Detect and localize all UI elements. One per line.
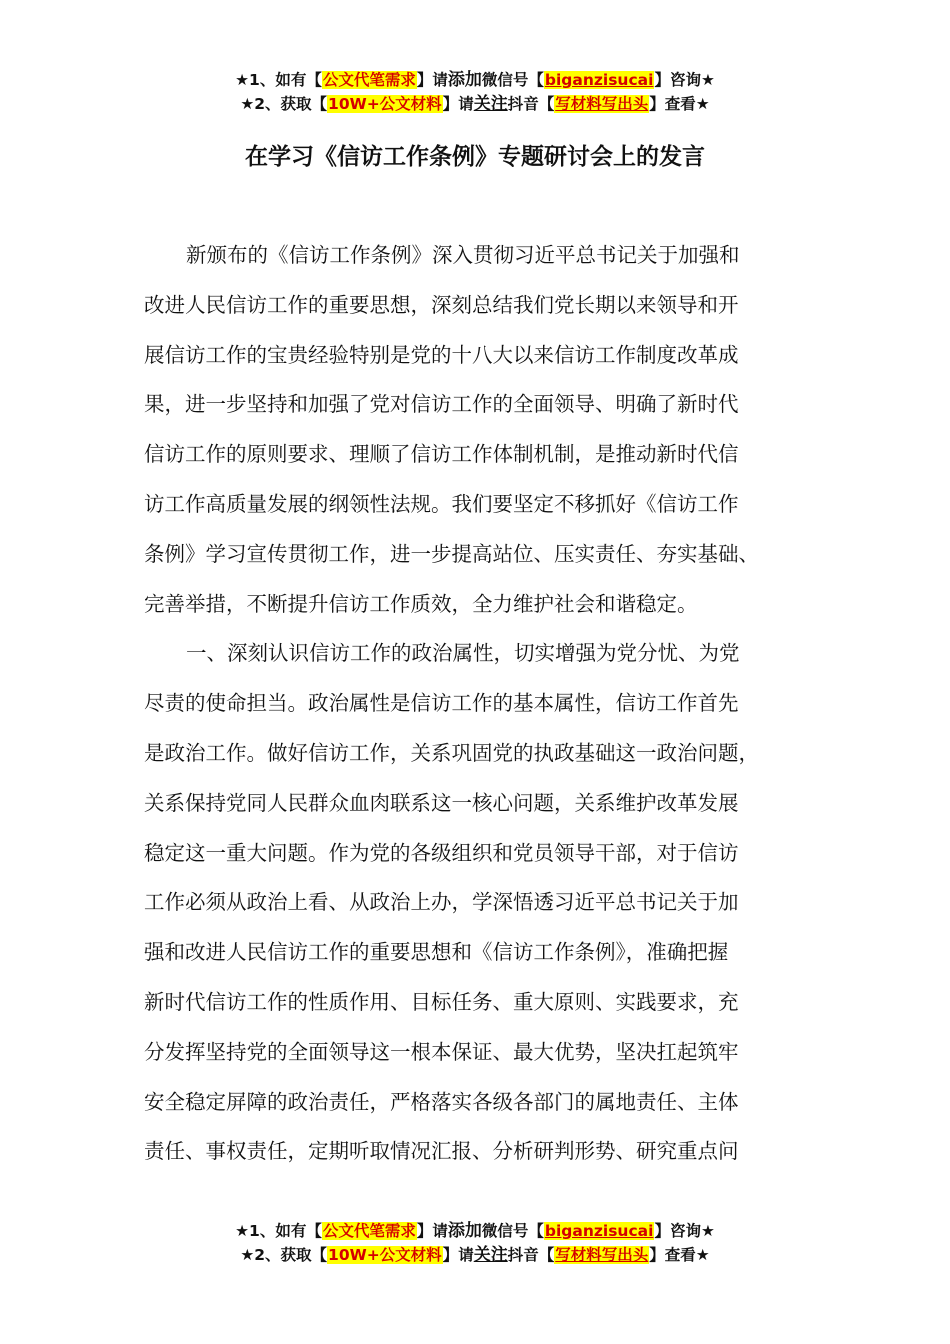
document-title: 在学习《信访工作条例》专题研讨会上的发言 xyxy=(245,144,705,170)
text-line: 工作必须从政治上看、从政治上办，学深悟透习近平总书记关于加 xyxy=(144,890,739,915)
text-line: 稳定这一重大问题。作为党的各级组织和党员领导干部，对于信访 xyxy=(144,840,739,865)
text-line: 新颁布的《信访工作条例》深入贯彻习近平总书记关于加强和 xyxy=(186,243,740,267)
text-line: 条例》学习宣传贯彻工作，进一步提高站位、压实责任、夯实基础、 xyxy=(144,541,759,566)
text-line: 关系保持党同人民群众血肉联系这一核心问题，关系维护改革发展 xyxy=(144,790,739,815)
banner-text: 】请 xyxy=(416,71,448,89)
text-line: 安全稳定屏障的政治责任，严格落实各级各部门的属地责任、主体 xyxy=(144,1089,739,1114)
document-body xyxy=(144,231,824,1177)
section-heading-line: 一、深刻认识信访工作的政治属性，切实增强为党分忧、为党 xyxy=(186,641,740,666)
text-line: 改进人民信访工作的重要思想，深刻总结我们党长期以来领导和开 xyxy=(144,292,739,317)
emphasis-add: 添加 xyxy=(447,1221,482,1241)
text-line: 分发挥坚持党的全面领导这一根本保证、最大优势，坚决扛起筑牢 xyxy=(144,1039,739,1064)
emphasis-follow: 关注 xyxy=(473,94,508,114)
text-line: 果，进一步坚持和加强了党对信访工作的全面领导、明确了新时代 xyxy=(144,392,739,417)
banner-text: 】咨询★ xyxy=(654,71,715,89)
banner-text: ★1、如有【 xyxy=(235,71,322,89)
highlight-materials: 10W+公文材料 xyxy=(328,1246,442,1264)
banner-text: ★2、获取【 xyxy=(240,1246,328,1264)
banner-text: 】请 xyxy=(442,95,474,113)
wechat-id[interactable]: biganzisucai xyxy=(544,71,654,89)
emphasis-follow: 关注 xyxy=(473,1245,508,1265)
highlight-materials: 10W+公文材料 xyxy=(328,95,442,113)
douyin-account[interactable]: 写材料写出头 xyxy=(555,1246,649,1264)
banner-line-2 xyxy=(0,92,950,116)
banner-text: 】咨询★ xyxy=(654,1222,715,1240)
banner-line-1 xyxy=(0,68,950,92)
banner-line-2 xyxy=(0,1243,950,1267)
banner-text: 抖音【 xyxy=(507,95,555,113)
banner-text: 】请 xyxy=(416,1222,448,1240)
banner-text: 微信号【 xyxy=(481,71,544,89)
text-line: 尽责的使命担当。政治属性是信访工作的基本属性，信访工作首先 xyxy=(144,691,739,716)
text-line: 信访工作的原则要求、理顺了信访工作体制机制，是推动新时代信 xyxy=(144,442,739,467)
footer-banner xyxy=(0,1219,950,1267)
text-line: 展信访工作的宝贵经验特别是党的十八大以来信访工作制度改革成 xyxy=(144,342,739,367)
highlight-service: 公文代笔需求 xyxy=(322,1222,416,1240)
banner-text: 】查看★ xyxy=(649,95,710,113)
text-line: 责任、事权责任，定期听取情况汇报、分析研判形势、研究重点问 xyxy=(144,1139,739,1164)
header-banner xyxy=(0,68,950,116)
banner-text: 】查看★ xyxy=(649,1246,710,1264)
wechat-id[interactable]: biganzisucai xyxy=(544,1222,654,1240)
banner-text: 】请 xyxy=(442,1246,474,1264)
banner-text: ★2、获取【 xyxy=(240,95,328,113)
text-line: 新时代信访工作的性质作用、目标任务、重大原则、实践要求，充 xyxy=(144,989,739,1014)
banner-text: 微信号【 xyxy=(481,1222,544,1240)
banner-text: 抖音【 xyxy=(507,1246,555,1264)
banner-line-1 xyxy=(0,1219,950,1243)
text-line: 完善举措，不断提升信访工作质效，全力维护社会和谐稳定。 xyxy=(144,591,698,616)
text-line: 访工作高质量发展的纲领性法规。我们要坚定不移抓好《信访工作 xyxy=(144,491,739,516)
highlight-service: 公文代笔需求 xyxy=(322,71,416,89)
douyin-account[interactable]: 写材料写出头 xyxy=(555,95,649,113)
text-line: 强和改进人民信访工作的重要思想和《信访工作条例》，准确把握 xyxy=(144,940,729,965)
banner-text: ★1、如有【 xyxy=(235,1222,322,1240)
emphasis-add: 添加 xyxy=(447,70,482,90)
text-line: 是政治工作。做好信访工作，关系巩固党的执政基础这一政治问题， xyxy=(144,740,759,765)
